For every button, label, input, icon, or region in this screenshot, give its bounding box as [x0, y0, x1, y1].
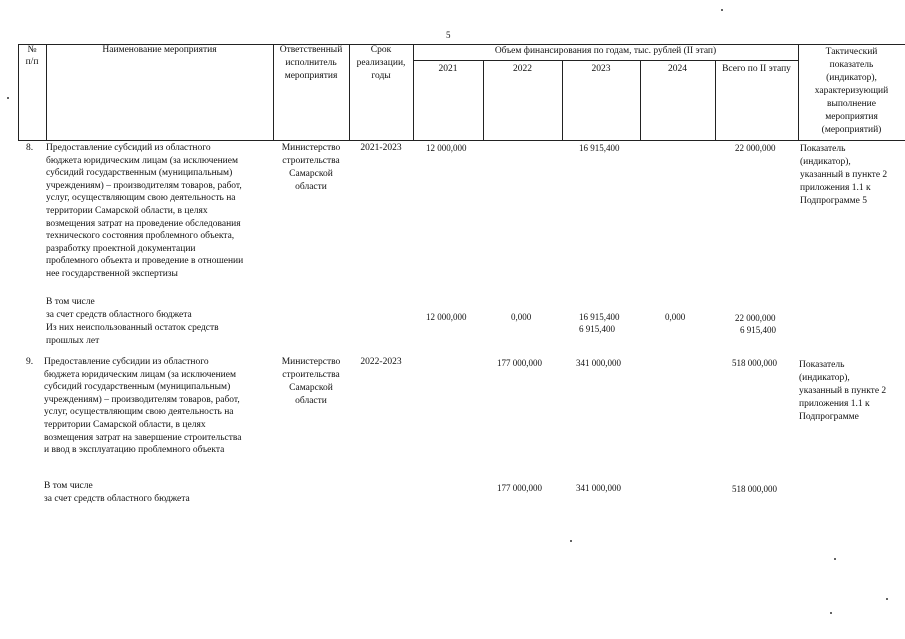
row-8-sub-label: Из них неиспользованный остаток средств	[46, 323, 219, 333]
header-responsible-2: исполнитель	[285, 58, 337, 68]
scan-speck	[830, 612, 832, 614]
row-8-sub-total: 22 000,000	[735, 313, 776, 323]
header-total: Всего по II этапу	[722, 64, 791, 74]
row-8-sub-2021: 12 000,000	[426, 312, 467, 322]
row-8-name-line: Предоставление субсидий из областного	[46, 143, 211, 153]
header-year-2023: 2023	[591, 64, 611, 74]
row-8-name-line: бюджета юридическим лицам (за исключением	[46, 155, 238, 166]
row-8-indicator-line: указанный в пункте 2	[800, 170, 888, 180]
row-9-sub-label: В том числе	[44, 481, 93, 491]
row-8-indicator-line: Показатель	[800, 144, 846, 154]
header-indicator-6: мероприятия	[825, 112, 878, 122]
row-8-indicator-line: Подпрограмме 5	[800, 196, 867, 206]
row-9-indicator-line: Подпрограмме	[799, 412, 859, 422]
row-9-term: 2022-2023	[360, 357, 402, 367]
row-9-total: 518 000,000	[732, 358, 777, 368]
row-8-name-line: услуг, осуществляющим свою деятельность на	[46, 193, 236, 204]
row-8-indicator-line: (индикатор),	[800, 157, 851, 167]
row-8-sub-2023-unused: 6 915,400	[579, 324, 615, 334]
row-8-2023: 16 915,400	[579, 143, 620, 153]
row-8-responsible-line: строительства	[282, 156, 340, 166]
row-8-indicator-line: приложения 1.1 к	[800, 183, 871, 193]
header-no: №	[27, 45, 37, 55]
row-9-sub-label: за счет средств областного бюджета	[44, 494, 190, 504]
row-9-name-line: и ввод в эксплуатацию проблемного объекта	[44, 445, 225, 456]
row-8-responsible-line: Министерство	[281, 143, 341, 153]
row-9-number: 9.	[26, 357, 34, 367]
scan-speck	[7, 97, 9, 99]
header-indicator-2: показатель	[829, 60, 874, 70]
row-9-name-line: субсидий государственным (муниципальным)	[44, 382, 231, 393]
row-9-sub-total: 518 000,000	[732, 484, 777, 494]
row-8-sub-2022: 0,000	[511, 312, 532, 322]
header-indicator-7: (мероприятий)	[821, 125, 882, 135]
row-9-name-line: Предоставление субсидии из областного	[44, 357, 209, 367]
row-8-sub-label: за счет средств областного бюджета	[46, 310, 192, 320]
row-9-indicator-line: указанный в пункте 2	[799, 386, 887, 396]
row-9-indicator-line: приложения 1.1 к	[799, 399, 870, 409]
row-8-name-line: проблемного объекта и проведение в отношении	[46, 256, 244, 267]
header-year-2021: 2021	[438, 64, 458, 74]
row-9-name-line: услуг, осуществляющим свою деятельность на	[44, 407, 234, 418]
header-indicator-4: характеризующий	[814, 86, 889, 96]
row-8-name-line: учреждениям) – производителям товаров, работ,	[46, 180, 242, 191]
row-8-sub-2024: 0,000	[665, 312, 686, 322]
row-9-responsible-line: Министерство	[281, 357, 341, 367]
page-number: 5	[446, 30, 451, 40]
row-8-total: 22 000,000	[735, 143, 776, 153]
row-8-sub-total-unused: 6 915,400	[740, 325, 776, 335]
row-8-name-line: субсидий государственным (муниципальным)	[46, 168, 233, 179]
row-9-name-line: территории Самарской области, в целях	[44, 420, 206, 430]
header-indicator-5: выполнение	[826, 99, 876, 109]
row-9-sub-2023: 341 000,000	[576, 483, 621, 493]
header-term-1: Срок	[370, 45, 392, 55]
row-9-responsible-line: строительства	[282, 370, 340, 380]
header-term-2: реализации,	[356, 58, 406, 68]
header-year-2024: 2024	[668, 64, 687, 74]
header-responsible-1: Ответственный	[279, 45, 343, 55]
row-8-sub-2023: 16 915,400	[579, 312, 620, 322]
row-9-responsible-line: области	[295, 396, 327, 406]
row-9-name-line: учреждениям) – производителям товаров, работ,	[44, 394, 240, 405]
header-indicator-3: (индикатор),	[826, 73, 877, 83]
row-8-name-line: территории Самарской области, в целях	[46, 206, 208, 216]
row-9-2023: 341 000,000	[576, 358, 621, 368]
row-9-name-line: бюджета юридическим лицам (за исключением	[44, 369, 236, 380]
scan-speck	[721, 9, 723, 11]
table-header	[18, 44, 905, 141]
row-8-2021: 12 000,000	[426, 143, 467, 153]
header-no2: п/п	[25, 57, 39, 67]
row-8-name-line: нее государственной экспертизы	[46, 269, 178, 279]
header-indicator-1: Тактический	[825, 47, 878, 57]
header-name: Наименование мероприятия	[102, 45, 217, 55]
scan-speck	[886, 598, 888, 600]
row-8-name-line: возмещения затрат на проведение обследования	[46, 218, 241, 229]
row-8-sub-label: прошлых лет	[46, 336, 100, 346]
header-responsible-3: мероприятия	[284, 71, 338, 81]
row-8-name-line: разработку проектной документации	[46, 243, 196, 254]
row-9-sub-2022: 177 000,000	[497, 483, 542, 493]
row-8-number: 8.	[26, 143, 34, 153]
scan-speck	[834, 558, 836, 560]
row-8-name-line: технического состояния проблемного объекта,	[46, 231, 235, 242]
header-term-3: годы	[371, 71, 391, 81]
row-9-responsible-line: Самарской	[289, 383, 333, 393]
row-9-name-line: возмещения затрат на завершение строительства	[44, 432, 242, 443]
row-9-2022: 177 000,000	[497, 358, 542, 368]
header-year-2022: 2022	[513, 64, 532, 74]
row-8-sub-label: В том числе	[46, 297, 95, 307]
row-8-responsible-line: Самарской	[289, 169, 333, 179]
row-9-indicator-line: Показатель	[799, 360, 845, 370]
header-funding-title: Объем финансирования по годам, тыс. рублей (II этап)	[494, 46, 717, 56]
scan-speck	[570, 540, 572, 542]
row-8-term: 2021-2023	[360, 143, 402, 153]
row-9-indicator-line: (индикатор),	[799, 373, 850, 383]
row-8-responsible-line: области	[295, 182, 327, 192]
